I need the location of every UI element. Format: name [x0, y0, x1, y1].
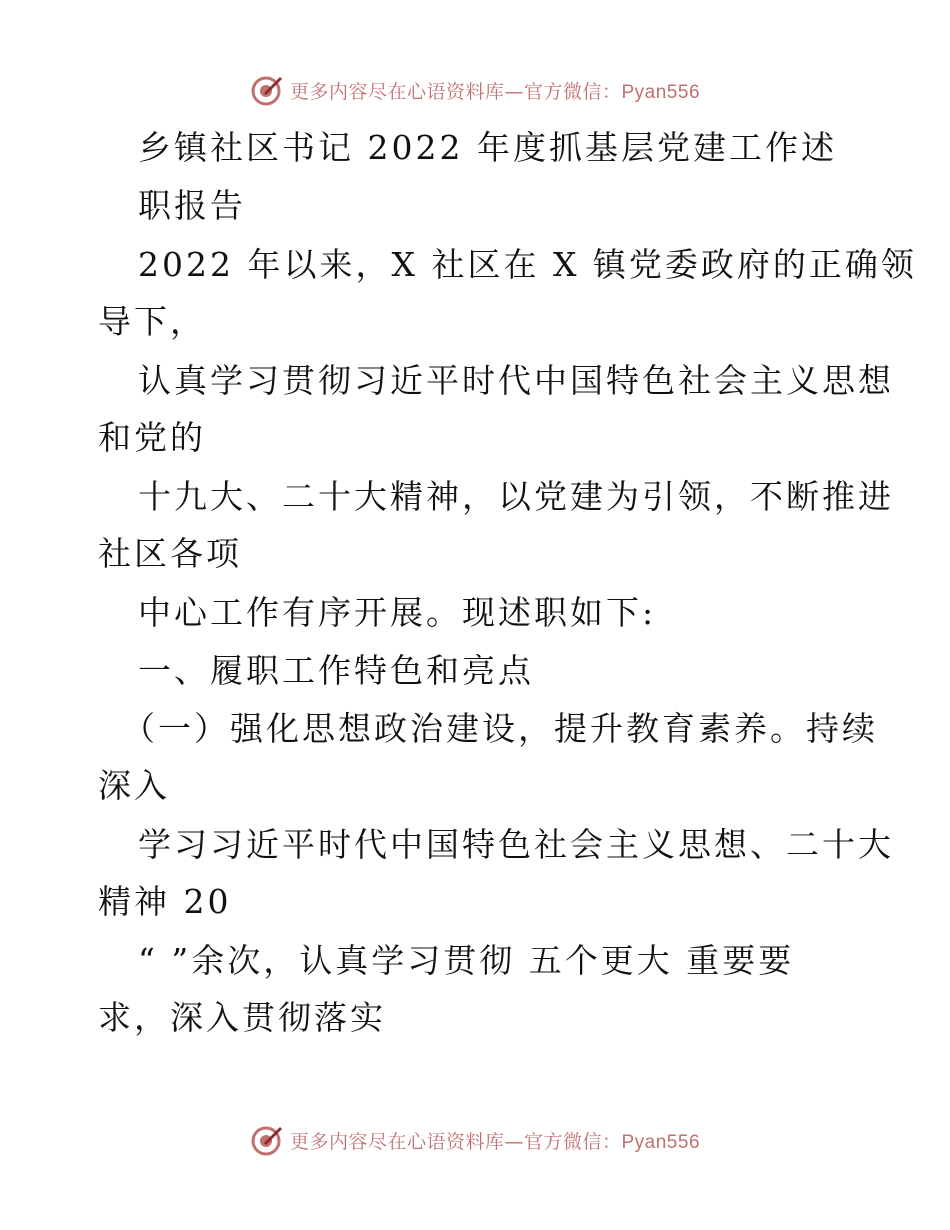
paragraph-line: 十九大、二十大精神，以党建为引领，不断推进 — [138, 477, 894, 516]
paragraph-line: 中心工作有序开展。现述职如下: — [138, 593, 657, 632]
title-line-1: 乡镇社区书记 2022 年度抓基层党建工作述 — [138, 128, 837, 167]
header-watermark — [0, 70, 950, 110]
paragraph-line: 认真学习贯彻习近平时代中国特色社会主义思想 — [138, 361, 894, 400]
watermark-middle: 官方微信： — [523, 1130, 622, 1153]
watermark-text — [290, 1127, 700, 1154]
watermark-prefix: 更多内容尽在心语资料库 — [289, 80, 505, 103]
title-line-2: 职报告 — [138, 186, 246, 225]
paragraph-line: 深入 — [98, 766, 170, 805]
watermark-separator: — — [504, 1130, 524, 1153]
watermark-prefix: 更多内容尽在心语资料库 — [289, 1130, 505, 1153]
paragraph-line: 精神 20 — [98, 882, 232, 921]
pen-seal-logo-icon — [250, 1123, 284, 1157]
footer-watermark — [0, 1120, 950, 1160]
paragraph-line: 社区各项 — [98, 534, 242, 573]
paragraph-line: 导下， — [98, 302, 206, 341]
watermark-middle: 官方微信： — [523, 80, 622, 103]
paragraph-line: 学习习近平时代中国特色社会主义思想、二十大 — [138, 825, 894, 864]
pen-seal-logo-icon — [250, 73, 284, 107]
subsection-heading: （一）强化思想政治建设，提升教育素养。持续 — [122, 709, 878, 748]
paragraph-line: 和党的 — [98, 418, 206, 457]
watermark-separator: — — [504, 80, 524, 103]
paragraph-line: 2022 年以来，X 社区在 X 镇党委政府的正确领 — [138, 245, 917, 284]
watermark-text — [290, 77, 700, 104]
watermark-account: Pyan556 — [621, 1131, 701, 1153]
paragraph-line: 求，深入贯彻落实 — [98, 998, 386, 1037]
paragraph-line: “ ”余次，认真学习贯彻 五个更大 重要要 — [138, 941, 795, 980]
section-heading: 一、履职工作特色和亮点 — [138, 651, 534, 690]
watermark-account: Pyan556 — [621, 81, 701, 103]
